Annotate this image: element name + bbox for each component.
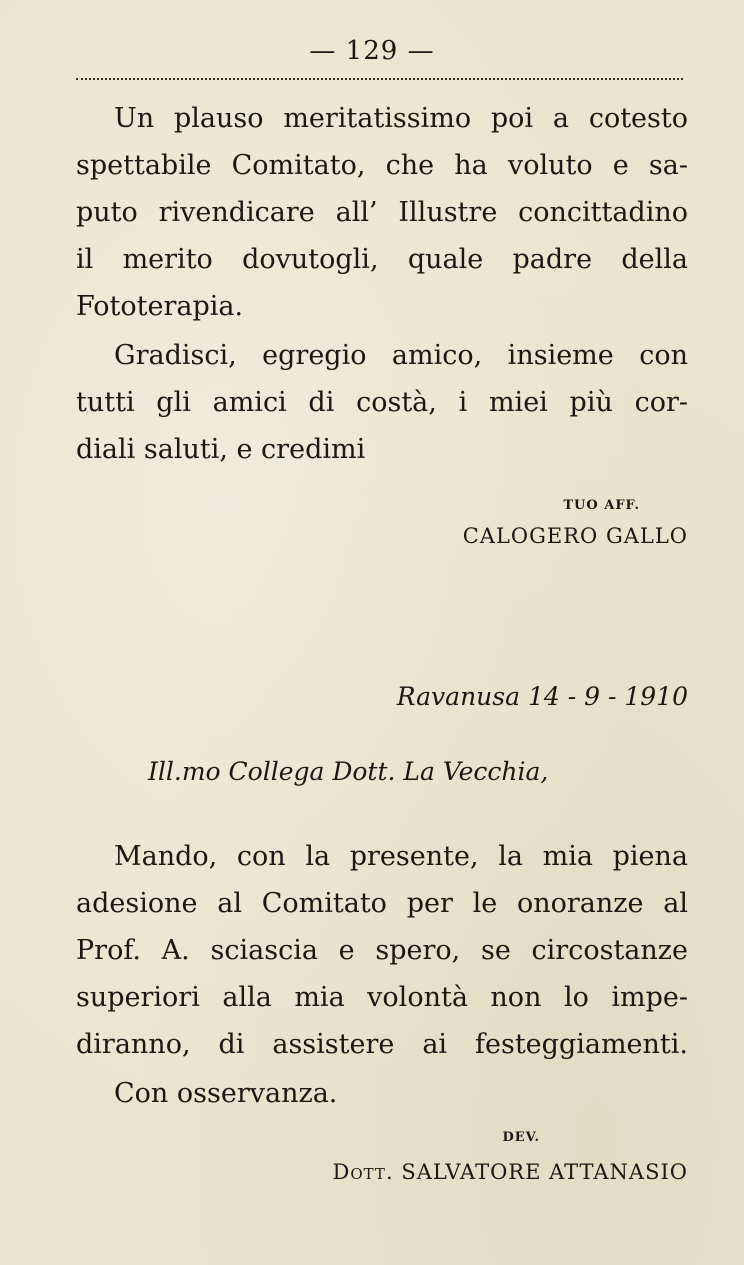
text-line: Gradisci, egregio amico, insieme con <box>114 340 688 371</box>
page-number: — 129 — <box>309 36 435 66</box>
letter1-closing: TUO AFF. <box>563 498 640 513</box>
letter2-signature-line <box>333 1160 688 1184</box>
text-line: superiori alla mia volontà non lo impe- <box>76 982 688 1013</box>
text-line: puto rivendicare all’ Illustre concittadino <box>76 197 688 228</box>
header-dotted-rule <box>76 78 683 80</box>
text-line: spettabile Comitato, che ha voluto e sa- <box>76 150 688 181</box>
letter2-closing: DEV. <box>502 1130 540 1145</box>
letter2-paragraph-2 <box>76 1070 688 1117</box>
letter2-signature: SALVATORE ATTANASIO <box>401 1160 688 1184</box>
letter2-paragraph-1 <box>76 833 688 1068</box>
text-line: diranno, di assistere ai festeggiamenti. <box>76 1029 688 1060</box>
text-line: diali saluti, e credimi <box>76 434 366 465</box>
letter1-signature: CALOGERO GALLO <box>462 524 688 548</box>
letter2-greeting: Ill.mo Collega Dott. La Vecchia, <box>148 757 549 786</box>
text-line: Fototerapia. <box>76 291 244 322</box>
letter1-paragraph-1 <box>76 95 688 330</box>
text-line: Con osservanza. <box>114 1078 338 1109</box>
text-line: Mando, con la presente, la mia piena <box>114 841 688 872</box>
text-line: il merito dovutogli, quale padre della <box>76 244 688 275</box>
letter1-paragraph-2 <box>76 332 688 473</box>
letter2-date: Ravanusa 14 - 9 - 1910 <box>396 682 688 711</box>
text-line: Un plauso meritatissimo poi a cotesto <box>114 103 688 134</box>
text-line: adesione al Comitato per le onoranze al <box>76 888 688 919</box>
text-line: tutti gli amici di costà, i miei più cor- <box>76 387 688 418</box>
letter2-signature-prefix: Dott. <box>332 1160 394 1184</box>
text-line: Prof. A. sciascia e spero, se circostanze <box>76 935 688 966</box>
